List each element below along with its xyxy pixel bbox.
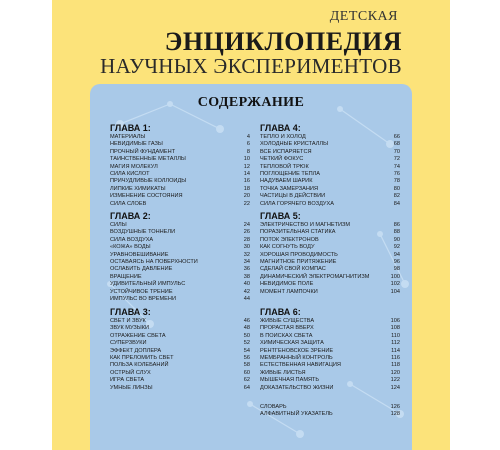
entry-label: ИГРА СВЕТА <box>110 377 145 384</box>
entry-page-number: 10 <box>243 156 250 163</box>
chapter-2 <box>110 210 254 303</box>
chapter-title: ГЛАВА 5: <box>260 211 301 221</box>
entry-page-number: 34 <box>243 258 250 265</box>
entry-label: МАТЕРИАЛЫ <box>110 134 146 140</box>
entry-page-number: 78 <box>393 178 400 185</box>
contents-entry <box>110 385 254 392</box>
entry-label: ОСТРЫЙ СЛУХ <box>110 369 151 376</box>
entry-page-number: 122 <box>390 377 400 384</box>
entry-label: ОТРАЖЕНИЕ СВЕТА <box>110 332 166 339</box>
entry-label: ТОЧКА ЗАМЕРЗАНИЯ <box>260 185 318 192</box>
entry-page-number: 92 <box>393 244 400 251</box>
entry-label: НЕВИДИМОЕ ПОЛЕ <box>260 281 314 288</box>
entry-page-number: 108 <box>390 325 400 332</box>
entry-label: ПОГЛОЩЕНИЕ ТЕПЛА <box>260 170 320 177</box>
contents-extras <box>260 404 404 419</box>
contents-entry <box>260 164 404 171</box>
entry-page-number: 114 <box>391 347 400 354</box>
contents-heading: СОДЕРЖАНИЕ <box>197 95 305 110</box>
entry-label: СУПЕРЗВУКИ <box>110 340 147 347</box>
contents-entry <box>110 186 254 193</box>
entry-label: ЭЛЕКТРИЧЕСТВО И МАГНЕТИЗМ <box>260 222 351 228</box>
contents-entry <box>110 141 254 148</box>
entry-label: СИЛА КИСЛОТ <box>110 170 150 177</box>
contents-entry <box>110 178 254 185</box>
entry-label: МОМЕНТ ЛАМПОЧКИ <box>260 288 318 295</box>
entry-page-number: 36 <box>243 266 250 273</box>
entry-page-number: 62 <box>243 377 250 384</box>
contents-entry <box>110 252 254 259</box>
contents-entry <box>110 259 254 266</box>
entry-page-number: 76 <box>393 170 400 177</box>
entry-page-number: 26 <box>243 229 250 236</box>
contents-entry <box>260 340 404 347</box>
chapter-title: ГЛАВА 1: <box>110 123 151 133</box>
entry-label: СДЕЛАЙ СВОЙ КОМПАС <box>260 266 326 273</box>
contents-entry <box>260 318 404 325</box>
contents-entry <box>110 237 254 244</box>
entry-label: ДИНАМИЧЕСКИЙ ЭЛЕКТРОМАГНИТИЗМ <box>260 273 370 280</box>
entry-page-number: 112 <box>391 340 400 347</box>
entry-page-number: 102 <box>390 281 400 288</box>
entry-label: МЕМБРАННЫЙ КОНТРОЛЬ <box>260 354 333 361</box>
contents-entry <box>260 229 404 236</box>
contents-entry <box>110 370 254 377</box>
entry-page-number: 18 <box>243 185 250 192</box>
entry-page-number: 88 <box>393 229 400 236</box>
chapter-4 <box>260 122 404 208</box>
entry-page-number: 32 <box>243 251 250 258</box>
contents-entry <box>260 362 404 369</box>
entry-page-number: 48 <box>243 325 250 332</box>
entry-label: ТЕПЛОВОЙ ТРЮК <box>260 163 309 170</box>
entry-label: КАК ПРЕЛОМИТЬ СВЕТ <box>110 354 174 361</box>
entry-label: ПОРАЗИТЕЛЬНАЯ СТАТИКА <box>260 229 336 236</box>
entry-page-number: 38 <box>243 273 250 280</box>
chapter-title: ГЛАВА 4: <box>260 123 301 133</box>
entry-page-number: 52 <box>243 340 250 347</box>
contents-entry <box>110 296 254 303</box>
entry-page-number: 118 <box>391 362 400 369</box>
contents-entry <box>110 377 254 384</box>
contents-entry <box>110 222 254 229</box>
entry-label: ИЗМЕНЕНИЕ СОСТОЯНИЯ <box>110 193 183 200</box>
entry-page-number: 104 <box>390 288 400 295</box>
entry-page-number: 6 <box>246 141 250 148</box>
cover-title-subtitle: НАУЧНЫХ ЭКСПЕРИМЕНТОВ <box>100 54 402 78</box>
contents-entry <box>260 385 404 392</box>
contents-entry <box>260 171 404 178</box>
entry-label: ЭФФЕКТ ДОПЛЕРА <box>110 347 162 354</box>
contents-entry <box>260 244 404 251</box>
entry-label: СИЛА ГОРЯЧЕГО ВОЗДУХА <box>260 200 334 207</box>
contents-entry <box>260 178 404 185</box>
chapter-title: ГЛАВА 3: <box>110 307 151 317</box>
entry-page-number: 22 <box>243 200 250 207</box>
contents-entry <box>110 325 254 332</box>
entry-label: ТЕПЛО И ХОЛОД <box>260 134 306 140</box>
contents-entry <box>260 325 404 332</box>
entry-page-number: 70 <box>393 148 400 155</box>
contents-entry <box>110 333 254 340</box>
entry-label: ВСЕ ИСПАРЯЕТСЯ <box>260 148 312 155</box>
chapter-5 <box>260 210 404 296</box>
chapter-title: ГЛАВА 6: <box>260 307 301 317</box>
entry-page-number: 54 <box>243 347 250 354</box>
entry-page-number: 98 <box>393 266 400 273</box>
contents-entry <box>110 149 254 156</box>
book-page <box>52 0 450 450</box>
contents-panel <box>90 84 412 450</box>
entry-label: СВЕТ И ЗВУК <box>110 318 146 324</box>
contents-entry <box>110 134 254 141</box>
contents-entry <box>260 289 404 296</box>
entry-label: УМНЫЕ ЛИНЗЫ <box>110 384 153 391</box>
entry-page-number: 72 <box>393 156 400 163</box>
contents-entry <box>110 156 254 163</box>
contents-entry <box>260 281 404 288</box>
entry-label: ДОКАЗАТЕЛЬСТВО ЖИЗНИ <box>260 384 334 391</box>
chapter-1 <box>110 122 254 208</box>
entry-label: «КОЖА» ВОДЫ <box>110 244 151 251</box>
contents-entry <box>110 171 254 178</box>
entry-page-number: 90 <box>393 236 400 243</box>
contents-entry <box>260 134 404 141</box>
contents-entry <box>260 193 404 200</box>
contents-entry <box>110 201 254 208</box>
entry-label: УРАВНОВЕШИВАНИЕ <box>110 251 169 258</box>
entry-label: СИЛЫ <box>110 222 127 228</box>
contents-entry <box>110 244 254 251</box>
entry-label: ЕСТЕСТВЕННАЯ НАВИГАЦИЯ <box>260 362 341 369</box>
contents-entry <box>110 362 254 369</box>
entry-label: ЗВУК МУЗЫКИ <box>110 325 149 332</box>
entry-label: ХОЛОДНЫЕ КРИСТАЛЛЫ <box>260 141 329 148</box>
entry-page-number: 80 <box>393 185 400 192</box>
entry-label: ХИМИЧЕСКАЯ ЗАЩИТА <box>260 340 324 347</box>
entry-label: ИМПУЛЬС ВО ВРЕМЕНИ <box>110 295 176 302</box>
entry-page-number: 30 <box>243 244 250 251</box>
chapter-3 <box>110 306 254 392</box>
entry-page-number: 60 <box>243 369 250 376</box>
contents-entry <box>110 318 254 325</box>
contents-entry <box>260 222 404 229</box>
entry-label: ПОЛЬЗА КОЛЕБАНИЙ <box>110 362 169 369</box>
entry-page-number: 86 <box>393 222 400 228</box>
chapter-6 <box>260 306 404 392</box>
entry-page-number: 28 <box>243 236 250 243</box>
contents-entry <box>110 193 254 200</box>
entry-label: МЫШЕЧНАЯ ПАМЯТЬ <box>260 377 320 384</box>
contents-entry <box>260 274 404 281</box>
entry-label: ВОЗДУШНЫЕ ТОННЕЛИ <box>110 229 176 236</box>
contents-entry <box>110 229 254 236</box>
entry-label: ПРОЧНЫЙ ФУНДАМЕНТ <box>110 148 176 155</box>
contents-entry <box>110 289 254 296</box>
contents-entry <box>260 141 404 148</box>
contents-entry <box>260 266 404 273</box>
entry-page-number: 24 <box>243 222 250 228</box>
contents-entry <box>260 355 404 362</box>
contents-entry <box>260 411 404 418</box>
entry-label: НЕВИДИМЫЕ ГАЗЫ <box>110 141 163 148</box>
entry-page-number: 58 <box>243 362 250 369</box>
entry-label: ТАИНСТВЕННЫЕ МЕТАЛЛЫ <box>110 156 186 163</box>
entry-page-number: 74 <box>393 163 400 170</box>
entry-page-number: 66 <box>393 134 400 140</box>
entry-page-number: 8 <box>246 148 250 155</box>
entry-page-number: 20 <box>243 193 250 200</box>
entry-page-number: 106 <box>390 318 400 324</box>
entry-page-number: 110 <box>391 332 400 339</box>
entry-page-number: 126 <box>390 404 400 410</box>
entry-page-number: 120 <box>390 369 400 376</box>
contents-entry <box>110 348 254 355</box>
entry-page-number: 42 <box>243 288 250 295</box>
entry-page-number: 116 <box>391 354 400 361</box>
entry-page-number: 96 <box>393 258 400 265</box>
entry-page-number: 46 <box>243 318 250 324</box>
contents-entry <box>260 252 404 259</box>
entry-page-number: 124 <box>390 384 400 391</box>
contents-entry <box>110 164 254 171</box>
entry-label: ЛИПКИЕ ХИМИКАТЫ <box>110 185 166 192</box>
chapter-title: ГЛАВА 2: <box>110 211 151 221</box>
entry-label: ОСЛАБИТЬ ДАВЛЕНИЕ <box>110 266 173 273</box>
contents-entry <box>110 266 254 273</box>
entry-label: НАДУВАЕМ ШАРИК <box>260 178 313 185</box>
entry-page-number: 64 <box>243 384 250 391</box>
entry-label: ЧЕТКИЙ ФОКУС <box>260 156 304 163</box>
entry-label: ЖИВЫЕ СУЩЕСТВА <box>260 318 315 324</box>
entry-page-number: 12 <box>243 163 250 170</box>
entry-label: УДИВИТЕЛЬНЫЙ ИМПУЛЬС <box>110 281 186 288</box>
entry-label: В ПОИСКАХ СВЕТА <box>260 332 313 339</box>
entry-page-number: 4 <box>246 134 250 140</box>
entry-page-number: 84 <box>393 200 400 207</box>
contents-entry <box>260 348 404 355</box>
entry-page-number: 44 <box>243 295 250 302</box>
contents-entry <box>260 333 404 340</box>
contents-entry <box>260 370 404 377</box>
entry-label: ВРАЩЕНИЕ <box>110 273 142 280</box>
contents-entry <box>260 377 404 384</box>
entry-label: РЕНТГЕНОВСКОЕ ЗРЕНИЕ <box>260 347 334 354</box>
entry-label: МАГИЯ МОЛЕКУЛ <box>110 163 158 170</box>
cover-title-main: ЭНЦИКЛОПЕДИЯ <box>164 27 402 56</box>
entry-page-number: 128 <box>390 411 400 418</box>
entry-label: ПОТОК ЭЛЕКТРОНОВ <box>260 236 319 243</box>
entry-label: ЖИВЫЕ ЛИСТЬЯ <box>260 369 306 376</box>
entry-label: УСТОЙЧИВОЕ ТРЕНИЕ <box>110 288 173 295</box>
contents-entry <box>260 156 404 163</box>
entry-label: ОСТАВАЯСЬ НА ПОВЕРХНОСТИ <box>110 258 198 265</box>
entry-page-number: 14 <box>243 170 250 177</box>
entry-label: ХОРОШАЯ ПРОВОДИМОСТЬ <box>260 251 338 258</box>
entry-label: СЛОВАРЬ <box>260 404 287 410</box>
contents-entry <box>110 281 254 288</box>
entry-label: МАГНИТНОЕ ПРИТЯЖЕНИЕ <box>260 258 337 265</box>
entry-label: КАК СОГНУТЬ ВОДУ <box>260 244 315 251</box>
entry-page-number: 82 <box>393 193 400 200</box>
entry-page-number: 68 <box>393 141 400 148</box>
entry-page-number: 100 <box>390 273 400 280</box>
entry-page-number: 16 <box>243 178 250 185</box>
entry-label: АЛФАВИТНЫЙ УКАЗАТЕЛЬ <box>260 411 333 418</box>
entry-page-number: 40 <box>243 281 250 288</box>
cover-title-line1: ДЕТСКАЯ <box>329 9 398 24</box>
contents-entry <box>260 237 404 244</box>
entry-page-number: 50 <box>243 332 250 339</box>
contents-entry <box>110 340 254 347</box>
entry-page-number: 94 <box>393 251 400 258</box>
entry-label: СИЛА СЛОЕВ <box>110 200 147 207</box>
entry-label: ПРИЧУДЛИВЫЕ КОЛЛОИДЫ <box>110 178 187 185</box>
entry-label: ЧАСТИЦЫ В ДЕЙСТВИИ <box>260 193 326 200</box>
entry-page-number: 56 <box>243 354 250 361</box>
entry-label: СИЛА ВОЗДУХА <box>110 236 154 243</box>
entry-label: ПРОРАСТАЯ ВВЕРХ <box>260 325 314 332</box>
contents-entry <box>260 201 404 208</box>
